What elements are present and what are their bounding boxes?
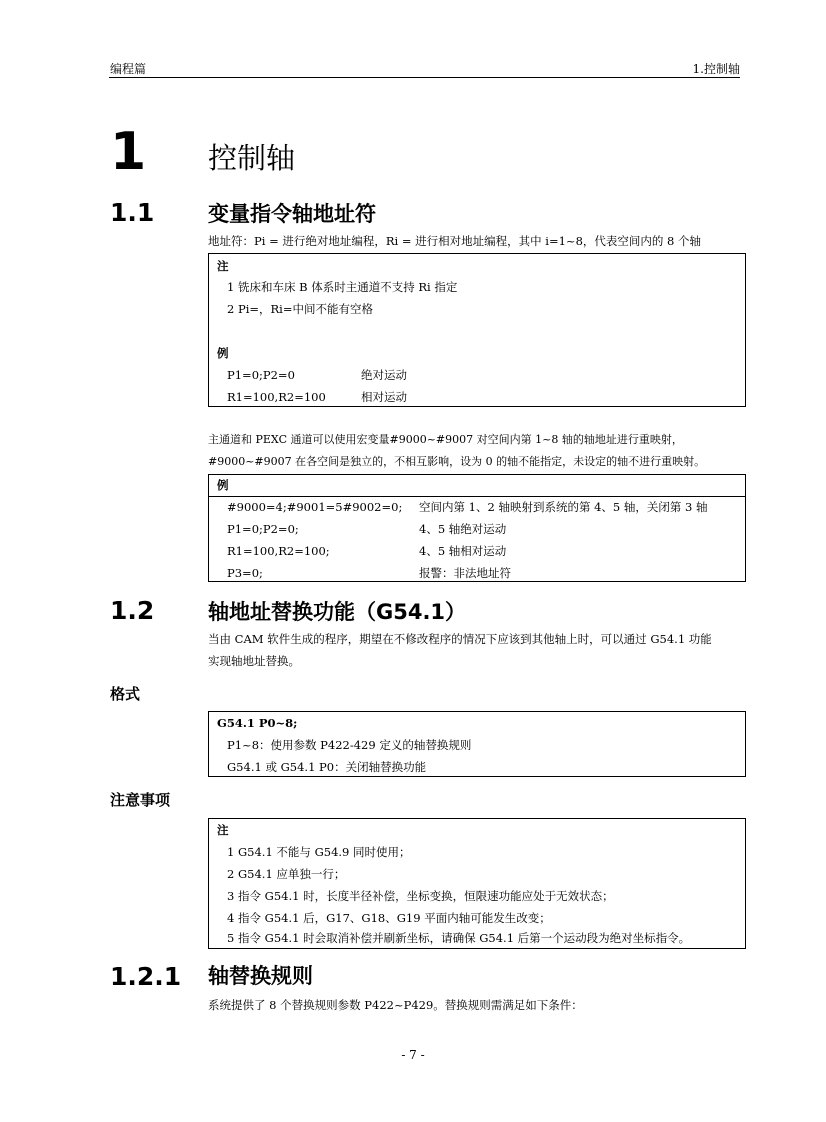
section-1-1-para2-line1: 主通道和 PEXC 通道可以使用宏变量#9000~#9007 对空间内第 1~8 轴的轴地址进行重映射， xyxy=(208,433,683,446)
section-1-1-title: 变量指令轴地址符 xyxy=(208,202,376,226)
format-heading: 格式 xyxy=(110,685,141,703)
example-desc: 4、5 轴绝对运动 xyxy=(419,522,507,536)
section-1-2-1-text: 系统提供了 8 个替换规则参数 P422~P429。替换规则需满足如下条件： xyxy=(208,998,583,1012)
example-code: P1=0;P2=0; xyxy=(227,522,299,536)
example-code: P3=0; xyxy=(227,566,263,580)
section-1-1-intro: 地址符：Pi = 进行绝对地址编程，Ri = 进行相对地址编程，其中 i=1~8，代表空间内的 8 个轴 xyxy=(208,234,702,248)
example-box-label: 例 xyxy=(217,478,229,492)
note-item: 4 指令 G54.1 后，G17、G18、G19 平面内轴可能发生改变； xyxy=(227,911,551,925)
header-divider xyxy=(109,77,740,78)
format-syntax: G54.1 P0~8; xyxy=(217,716,298,730)
example-desc: 空间内第 1、2 轴映射到系统的第 4、5 轴，关闭第 3 轴 xyxy=(419,500,708,514)
notes-label: 注 xyxy=(217,823,229,837)
example-box-1 xyxy=(208,474,746,582)
note-item: 3 指令 G54.1 时，长度半径补偿，坐标变换，恒限速功能应处于无效状态； xyxy=(227,889,614,903)
section-1-2-1-number: 1.2.1 xyxy=(110,962,182,991)
format-row: G54.1 或 G54.1 P0：关闭轴替换功能 xyxy=(227,760,427,774)
example-label: 例 xyxy=(217,346,229,360)
example-code: R1=100,R2=100 xyxy=(227,390,326,404)
note-item: 1 铣床和车床 B 体系时主通道不支持 Ri 指定 xyxy=(227,280,458,294)
format-box xyxy=(208,711,746,777)
note-item: 2 G54.1 应单独一行； xyxy=(227,867,346,881)
example-code: P1=0;P2=0 xyxy=(227,368,295,382)
notes-box xyxy=(208,818,746,949)
header-left: 编程篇 xyxy=(110,62,147,76)
section-1-2-title: 轴地址替换功能（G54.1） xyxy=(208,600,467,624)
notes-heading: 注意事项 xyxy=(110,791,171,809)
format-row: P1~8：使用参数 P422-429 定义的轴替换规则 xyxy=(227,738,472,752)
example-code: #9000=4;#9001=5#9002=0; xyxy=(227,500,403,514)
example-desc: 4、5 轴相对运动 xyxy=(419,544,507,558)
page-number: - 7 - xyxy=(401,1048,425,1062)
note-label: 注 xyxy=(217,259,229,273)
note-box-1 xyxy=(208,253,746,407)
note-item: 1 G54.1 不能与 G54.9 同时使用； xyxy=(227,845,411,859)
example-desc: 绝对运动 xyxy=(361,368,407,382)
section-1-1-number: 1.1 xyxy=(110,198,155,227)
header-right: 1.控制轴 xyxy=(692,62,740,76)
section-1-2-1-title: 轴替换规则 xyxy=(208,964,313,988)
example-box-divider xyxy=(209,496,745,497)
section-1-2-line1: 当由 CAM 软件生成的程序，期望在不修改程序的情况下应该到其他轴上时，可以通过 G54.1 功能 xyxy=(208,632,712,646)
chapter-title: 控制轴 xyxy=(208,141,296,175)
section-1-2-line2: 实现轴地址替换。 xyxy=(208,654,300,668)
example-desc: 报警：非法地址符 xyxy=(419,566,511,580)
section-1-1-para2-line2: #9000~#9007 在各空间是独立的，不相互影响，设为 0 的轴不能指定，未设定的轴不进行重映射。 xyxy=(208,455,706,468)
section-1-2-number: 1.2 xyxy=(110,596,155,625)
chapter-number: 1 xyxy=(110,122,147,182)
note-item: 2 Pi=，Ri=中间不能有空格 xyxy=(227,302,373,316)
note-item: 5 指令 G54.1 时会取消补偿并刷新坐标，请确保 G54.1 后第一个运动段为绝对坐标指令。 xyxy=(227,931,691,945)
example-code: R1=100,R2=100; xyxy=(227,544,330,558)
example-desc: 相对运动 xyxy=(361,390,407,404)
